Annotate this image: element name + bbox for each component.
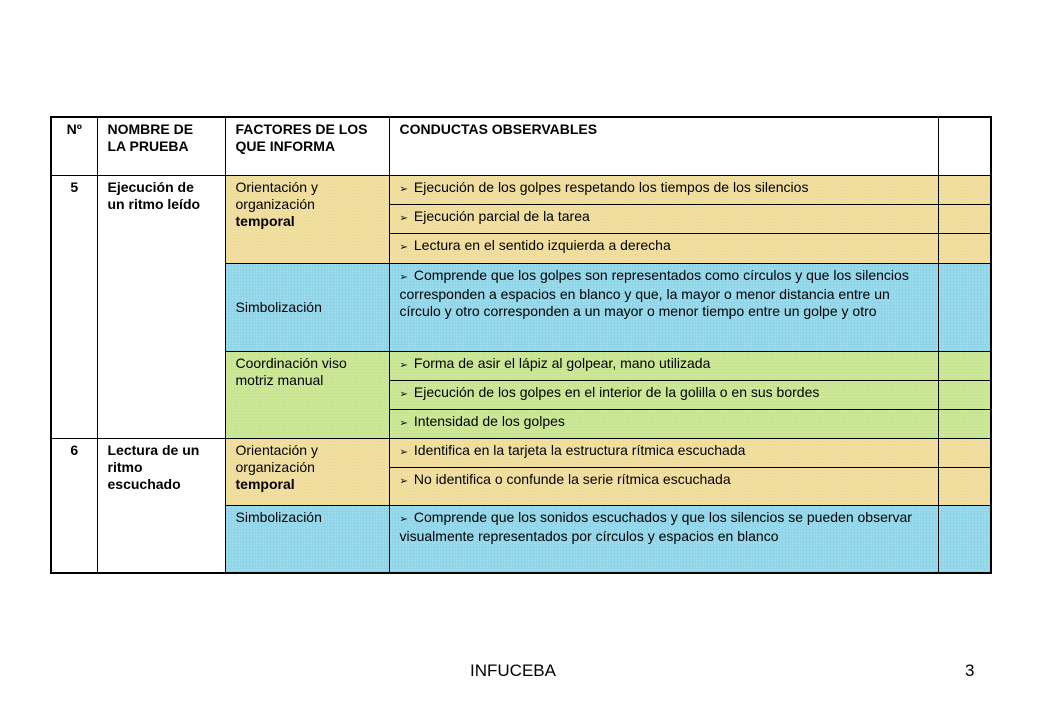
conduct-text: Ejecución parcial de la tarea [413,207,590,224]
arrow-bullet-icon: ➢ [399,241,408,253]
factor-cell [225,175,389,263]
arrow-bullet-icon: ➢ [399,359,408,371]
conduct-cell [389,351,938,380]
arrow-bullet-icon: ➢ [399,388,408,400]
conduct-cell [389,467,938,505]
arrow-bullet-icon: ➢ [399,417,408,429]
conduct-text: Ejecución de los golpes en el interior de la golilla o en sus bordes [413,383,820,400]
conduct-cell [389,438,938,467]
conduct-text: Intensidad de los golpes [413,412,565,429]
conduct-cell [389,380,938,409]
conduct-text: Ejecución de los golpes respetando los tiempos de los silencios [413,178,809,195]
conduct-text: Forma de asir el lápiz al golpear, mano utilizada [413,354,711,371]
factor-cell [225,263,389,351]
extra-cell [938,233,991,263]
header-num: Nº [51,117,97,175]
page-number: 3 [965,661,975,680]
extra-cell [938,204,991,233]
factor-label: Coordinación viso motriz manual [235,354,347,388]
factor-label-bold: temporal [235,212,295,229]
test-name: Ejecución de un ritmo leído [97,175,225,438]
extra-cell [938,263,991,351]
conduct-text: No identifica o confunde la serie rítmica escuchada [413,470,731,487]
conduct-text: Identifica en la tarjeta la estructura rítmica escuchada [413,441,746,458]
factor-cell [225,351,389,438]
factor-label: Orientación y organización [235,441,318,475]
extra-cell [938,467,991,505]
arrow-bullet-icon: ➢ [399,475,408,487]
test-number: 6 [51,438,97,573]
extra-cell [938,505,991,573]
factor-cell [225,438,389,505]
conduct-text: Comprende que los sonidos escuchados y que los silencios se pueden observar visualmente representados por círculos y espacios en blanco [399,508,912,544]
extra-cell [938,409,991,438]
header-name: NOMBRE DE LA PRUEBA [97,117,225,175]
extra-cell [938,351,991,380]
arrow-bullet-icon: ➢ [399,446,408,458]
extra-cell [938,175,991,204]
header-factors: FACTORES DE LOS QUE INFORMA [225,117,389,175]
factor-cell [225,505,389,573]
conduct-text: Lectura en el sentido izquierda a derecha [413,236,671,253]
header-extra [938,117,991,175]
header-conducts: CONDUCTAS OBSERVABLES [389,117,938,175]
factor-label-bold: temporal [235,475,295,492]
factor-label: Simbolización [235,298,322,315]
arrow-bullet-icon: ➢ [399,271,408,283]
factor-label: Simbolización [235,508,322,525]
test-number: 5 [51,175,97,438]
arrow-bullet-icon: ➢ [399,212,408,224]
conduct-cell [389,505,938,573]
conduct-cell [389,263,938,351]
conduct-cell [389,409,938,438]
table-row [51,175,991,204]
extra-cell [938,380,991,409]
footer-label: INFUCEBA [470,661,556,680]
conduct-cell [389,204,938,233]
test-name: Lectura de un ritmo escuchado [97,438,225,573]
table-row [51,438,991,467]
conduct-cell [389,175,938,204]
arrow-bullet-icon: ➢ [399,183,408,195]
evaluation-table [50,116,992,574]
arrow-bullet-icon: ➢ [399,513,408,525]
conduct-cell [389,233,938,263]
factor-label: Orientación y organización [235,178,318,212]
conduct-text: Comprende que los golpes son representados como círculos y que los silencios corresponden a espacios en blanco y que, la mayor o menor distancia entre un círculo y otro corresponden a un mayor o menor tiempo entre un golpe y otro [399,266,909,319]
header-row [51,117,991,175]
extra-cell [938,438,991,467]
